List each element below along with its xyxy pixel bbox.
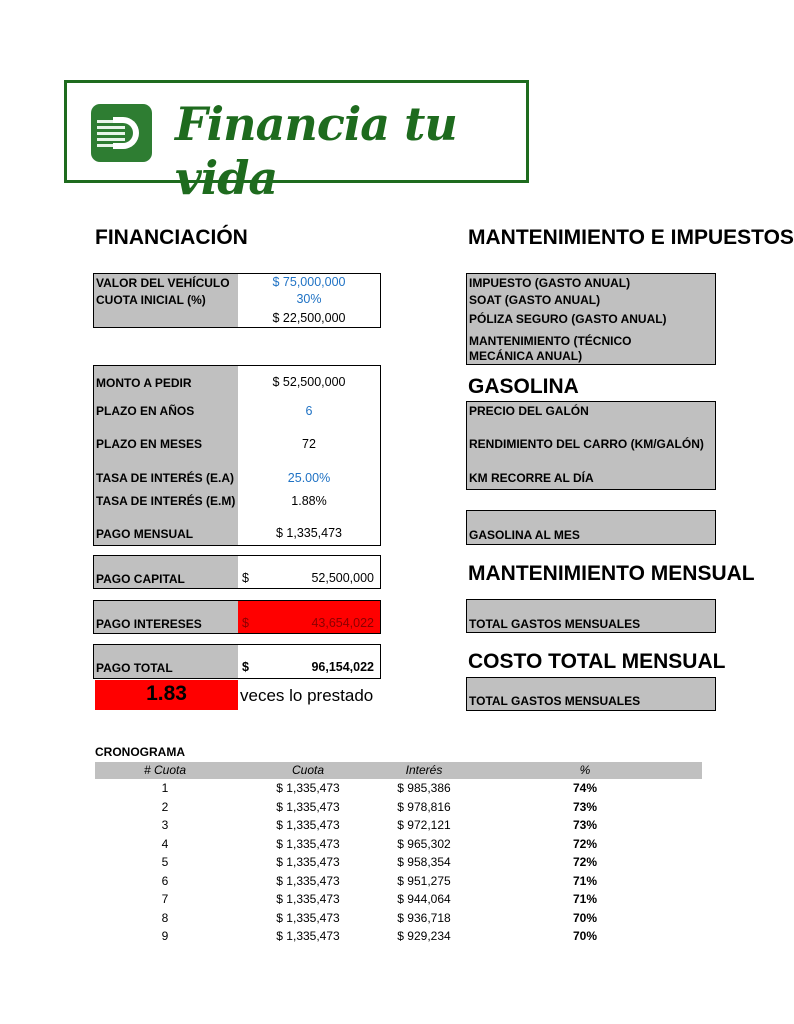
table-row	[95, 873, 702, 891]
cuota-cell: $ 1,335,473	[276, 929, 340, 943]
logo-title: Financia tu vida	[175, 97, 457, 205]
impuesto-label: IMPUESTO (GASTO ANUAL)	[469, 276, 631, 290]
table-row	[95, 891, 702, 909]
pct-cell: 70%	[572, 929, 598, 943]
gasolina-mes-box	[466, 510, 716, 545]
table-row	[95, 817, 702, 835]
costo-total-box	[466, 677, 716, 711]
logo-banner	[64, 80, 529, 205]
interes-cell: $ 985,386	[397, 781, 451, 795]
cuota-cell: $ 1,335,473	[276, 818, 340, 832]
header-pct: %	[579, 763, 591, 777]
valor-vehiculo-value[interactable]: $ 75,000,000	[272, 275, 346, 289]
monto-value: $ 52,500,000	[272, 375, 346, 389]
pct-cell: 71%	[572, 892, 598, 906]
cuota-cell: $ 1,335,473	[276, 836, 340, 851]
gasolina-mes-label: GASOLINA AL MES	[469, 528, 580, 542]
plazo-anos-value[interactable]: 6	[305, 404, 313, 418]
mantenimiento-title: MANTENIMIENTO E IMPUESTOS	[468, 226, 794, 249]
cuota-num-cell: 1	[161, 781, 169, 795]
monto-label: MONTO A PEDIR	[96, 376, 192, 390]
pago-capital-label: PAGO CAPITAL	[96, 572, 185, 586]
pct-cell: 73%	[572, 799, 598, 814]
pago-mensual-label: PAGO MENSUAL	[96, 527, 194, 541]
cuota-num-cell: 8	[161, 910, 169, 925]
cuota-cell: $ 1,335,473	[276, 873, 340, 888]
pago-total-label: PAGO TOTAL	[96, 661, 173, 675]
table-row	[95, 780, 702, 798]
cuota-num-cell: 3	[161, 818, 169, 832]
interes-cell: $ 929,234	[397, 929, 451, 943]
km-dia-label: KM RECORRE AL DÍA	[469, 471, 594, 485]
financiacion-title: FINANCIACIÓN	[95, 226, 248, 249]
pago-total-box	[93, 644, 381, 679]
pct-cell: 73%	[572, 818, 598, 832]
pago-capital-box	[93, 555, 381, 589]
precio-galon-label: PRECIO DEL GALÓN	[469, 404, 589, 418]
pago-capital-value: 52,500,000	[311, 571, 374, 585]
logo-icon	[91, 104, 152, 162]
interes-cell: $ 944,064	[397, 892, 451, 906]
gasolina-box	[466, 401, 716, 490]
pago-intereses-box	[93, 600, 381, 634]
cuota-cell: $ 1,335,473	[276, 855, 340, 869]
cuota-cell: $ 1,335,473	[276, 910, 340, 925]
loan-box	[93, 365, 381, 546]
cuota-inicial-pct[interactable]: 30%	[296, 292, 322, 306]
table-row	[95, 836, 702, 854]
cronograma-header	[95, 762, 702, 779]
cuota-inicial-value: $ 22,500,000	[272, 311, 346, 325]
cuota-num-cell: 5	[161, 855, 169, 869]
cuota-num-cell: 4	[161, 836, 169, 851]
cuota-num-cell: 7	[161, 892, 169, 906]
plazo-meses-value: 72	[302, 437, 316, 451]
cronograma-title: CRONOGRAMA	[95, 745, 185, 759]
interes-cell: $ 972,121	[397, 818, 451, 832]
table-row	[95, 928, 702, 946]
pago-intereses-currency: $	[242, 616, 249, 630]
header-cuota: Cuota	[291, 763, 325, 777]
mantenimiento-label-2: MECÁNICA ANUAL)	[469, 349, 583, 363]
cuota-num-cell: 6	[161, 873, 169, 888]
rendimiento-label: RENDIMIENTO DEL CARRO (KM/GALÓN)	[469, 437, 704, 451]
plazo-meses-label: PLAZO EN MESES	[96, 437, 203, 451]
header-cuota-num: # Cuota	[143, 763, 187, 777]
cuota-num-cell: 9	[161, 929, 169, 943]
table-row	[95, 799, 702, 817]
right-column	[468, 220, 794, 720]
mant-mensual-total-label: TOTAL GASTOS MENSUALES	[469, 617, 641, 631]
pago-intereses-value: 43,654,022	[311, 616, 374, 630]
header-interes: Interés	[405, 763, 443, 777]
veces-box	[95, 680, 238, 710]
plazo-anos-label: PLAZO EN AÑOS	[96, 404, 195, 418]
tasa-ea-label: TASA DE INTERÉS (E.A)	[96, 471, 235, 485]
gasolina-title: GASOLINA	[468, 375, 579, 398]
mantenimiento-box	[466, 273, 716, 365]
pago-total-value: 96,154,022	[311, 660, 374, 674]
soat-label: SOAT (GASTO ANUAL)	[469, 293, 601, 307]
interes-cell: $ 965,302	[397, 836, 451, 851]
veces-value: 1.83	[146, 682, 187, 705]
cuota-cell: $ 1,335,473	[276, 799, 340, 814]
mant-mensual-title: MANTENIMIENTO MENSUAL	[468, 562, 755, 585]
costo-total-title: COSTO TOTAL MENSUAL	[468, 650, 726, 673]
cuota-cell: $ 1,335,473	[276, 781, 340, 795]
interes-cell: $ 978,816	[397, 799, 451, 814]
cuota-inicial-label: CUOTA INICIAL (%)	[96, 293, 206, 307]
tasa-em-label: TASA DE INTERÉS (E.M)	[96, 494, 236, 508]
pct-cell: 70%	[572, 910, 598, 925]
valor-vehiculo-label: VALOR DEL VEHÍCULO	[96, 276, 230, 290]
table-row	[95, 910, 702, 928]
cuota-cell: $ 1,335,473	[276, 892, 340, 906]
pct-cell: 72%	[572, 836, 598, 851]
mant-mensual-box	[466, 599, 716, 633]
interes-cell: $ 958,354	[397, 855, 451, 869]
mantenimiento-label-1: MANTENIMIENTO (TÉCNICO	[469, 334, 632, 348]
pago-total-currency: $	[242, 660, 249, 674]
veces-label: veces lo prestado	[240, 686, 374, 705]
poliza-label: PÓLIZA SEGURO (GASTO ANUAL)	[469, 312, 667, 326]
pago-intereses-label: PAGO INTERESES	[96, 617, 202, 631]
pago-mensual-value: $ 1,335,473	[275, 526, 343, 540]
tasa-em-value: 1.88%	[291, 494, 327, 508]
interes-cell: $ 936,718	[397, 910, 451, 925]
pct-cell: 72%	[572, 855, 598, 869]
pago-capital-currency: $	[242, 571, 249, 585]
tasa-ea-value[interactable]: 25.00%	[287, 471, 331, 485]
pct-cell: 74%	[572, 781, 598, 795]
cuota-num-cell: 2	[161, 799, 169, 814]
vehicle-box	[93, 273, 381, 328]
pct-cell: 71%	[572, 873, 598, 888]
interes-cell: $ 951,275	[397, 873, 451, 888]
table-row	[95, 854, 702, 872]
costo-total-label: TOTAL GASTOS MENSUALES	[469, 694, 641, 708]
